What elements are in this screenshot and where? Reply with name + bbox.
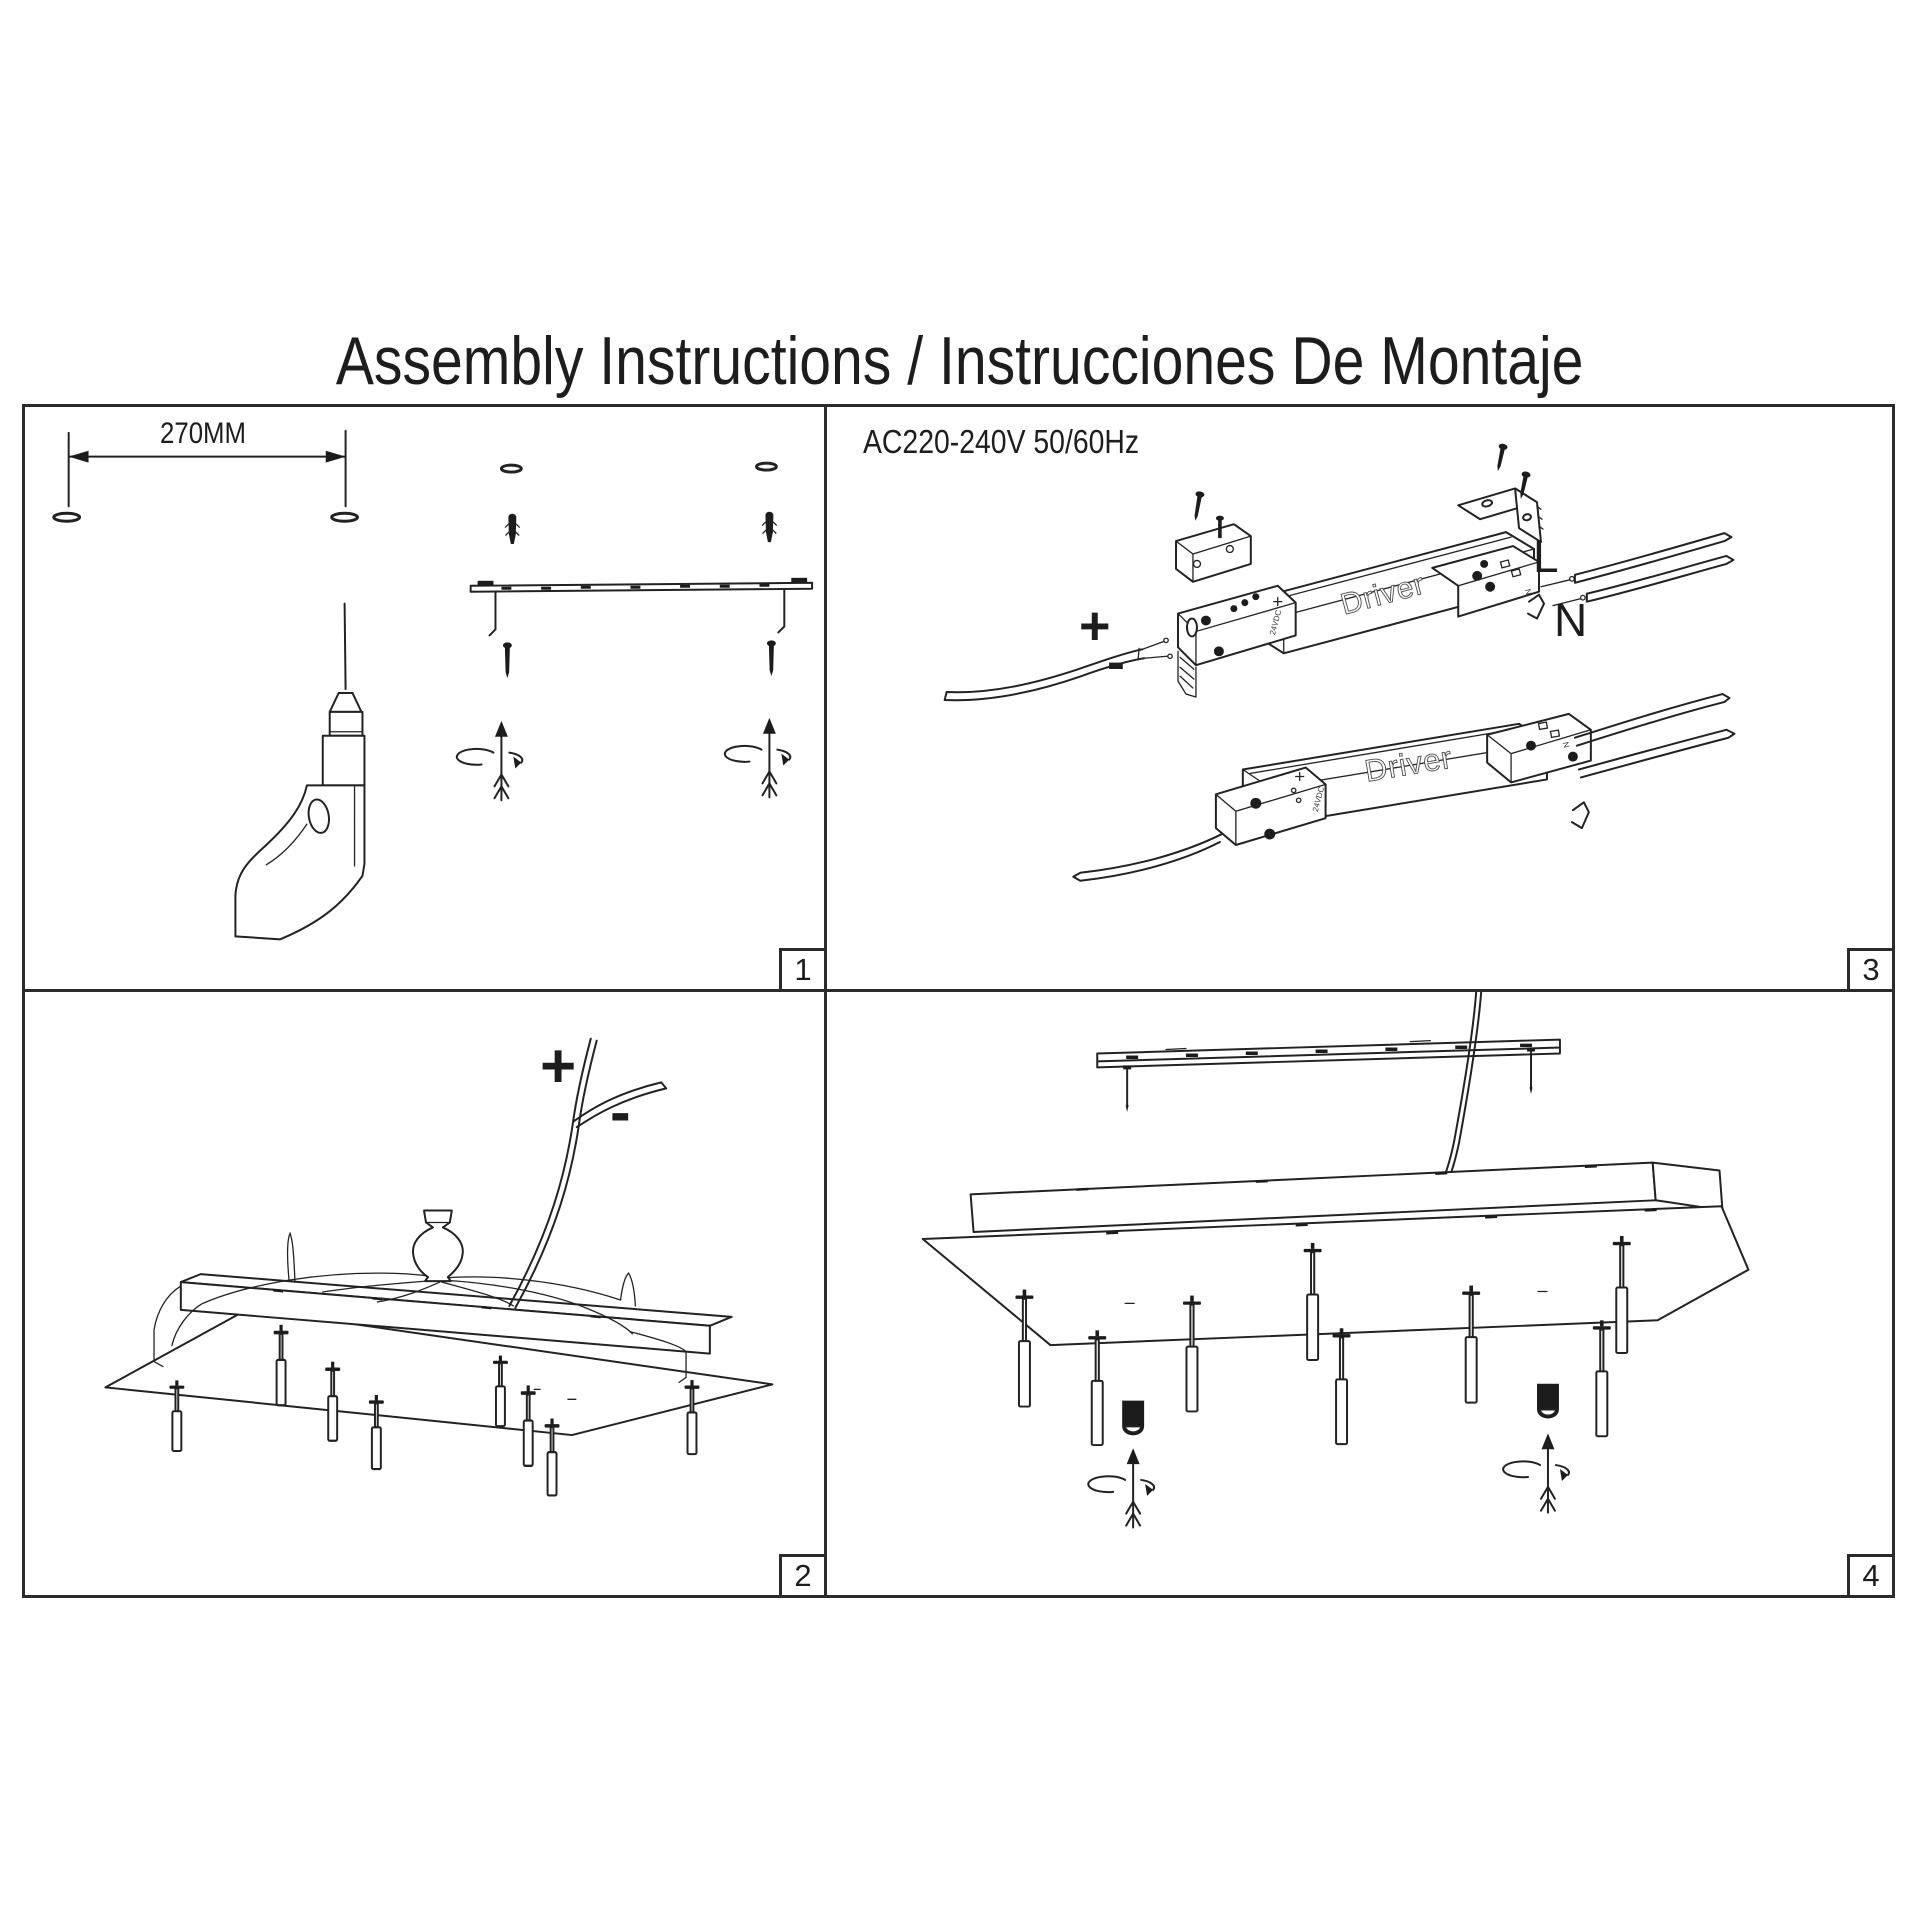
driver-exploded-drawing <box>1176 443 1544 697</box>
screw-icon <box>1191 491 1205 522</box>
panel-step-3 <box>824 404 1895 992</box>
neutral-terminal-mark: N <box>1523 587 1534 596</box>
step2-illustration <box>25 992 824 1595</box>
step1-illustration <box>25 407 824 989</box>
mounting-bar-drawing <box>1097 1040 1560 1112</box>
negative-label: - <box>1107 632 1125 692</box>
panel-step-1 <box>22 404 827 992</box>
neutral-terminal-mark: N <box>1560 740 1572 749</box>
wall-anchor-icon <box>505 514 519 544</box>
screw-icon <box>503 642 512 678</box>
step-number-badge: 4 <box>1847 1554 1892 1595</box>
pendant-connector-drawing <box>235 604 364 940</box>
finial-drawing <box>413 1211 463 1282</box>
driver-assembled-drawing <box>1073 694 1734 881</box>
step-number-badge: 1 <box>779 948 824 989</box>
power-rating-label: AC220-240V 50/60Hz <box>863 423 1140 460</box>
neutral-label: N <box>1554 594 1588 646</box>
end-cap-icon <box>1537 1384 1559 1419</box>
rotate-arrow-icon <box>1088 1448 1154 1527</box>
dc-terminal-label: 24VDC <box>1267 608 1284 636</box>
driver-label: Driver <box>1362 739 1456 789</box>
screw-icon <box>1123 1065 1131 1112</box>
panel-step-4 <box>824 989 1895 1598</box>
screw-icon <box>767 640 776 676</box>
dc-wires-drawing <box>945 638 1173 700</box>
rotate-arrow-icon <box>457 721 522 800</box>
canopy-drawing <box>105 1274 772 1435</box>
negative-label: - <box>610 1078 631 1147</box>
page-title: Assembly Instructions / Instrucciones De Montaje <box>336 323 1584 399</box>
panel-step-2 <box>22 989 827 1598</box>
driver-end-cover <box>1176 524 1251 582</box>
dimension-label: 270MM <box>159 417 247 450</box>
end-cap-icon <box>1122 1401 1144 1436</box>
step-number-badge: 2 <box>779 1554 824 1595</box>
suspension-wire <box>1440 992 1481 1187</box>
step4-illustration <box>827 992 1892 1595</box>
positive-label: + <box>1079 596 1111 656</box>
positive-label: + <box>540 1032 577 1101</box>
dc-terminal-label: 24VDC <box>1310 785 1327 813</box>
rotate-arrow-icon <box>1503 1433 1569 1512</box>
rotate-arrow-icon <box>725 718 790 797</box>
driver-label: Driver <box>1337 567 1429 622</box>
wall-anchor-icon <box>762 512 776 542</box>
step3-illustration <box>827 407 1892 989</box>
step-number-badge: 3 <box>1847 948 1892 989</box>
mounting-bar-drawing <box>471 463 812 678</box>
screw-icon <box>1494 443 1509 472</box>
live-label: L <box>1533 530 1559 582</box>
